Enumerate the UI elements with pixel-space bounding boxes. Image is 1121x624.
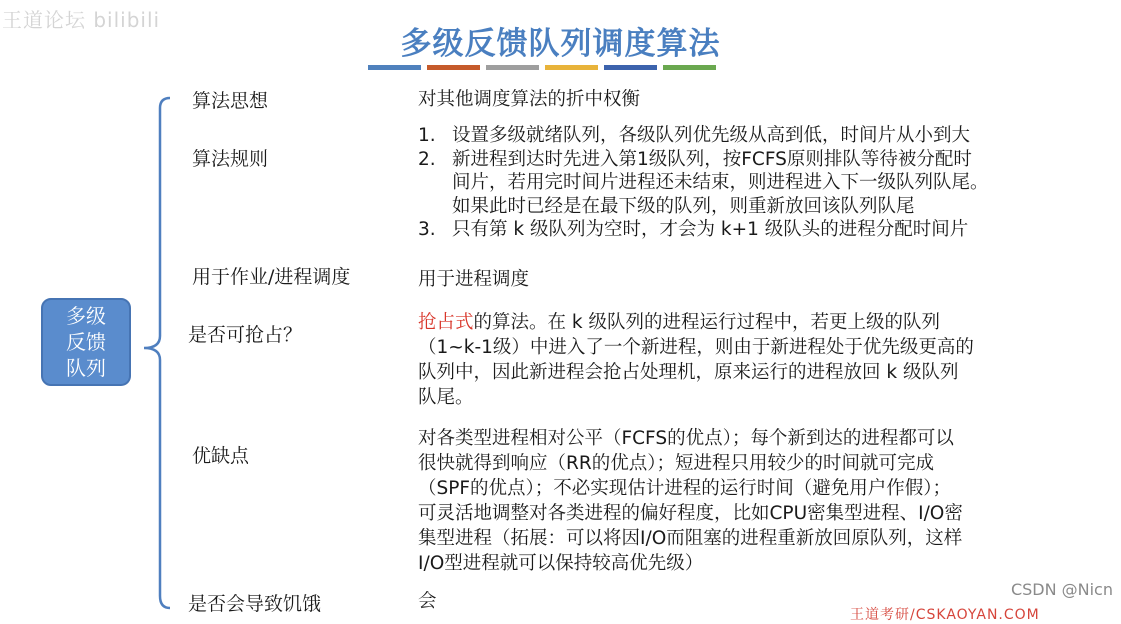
title-color-bar: [368, 65, 421, 70]
title-color-bar: [604, 65, 657, 70]
pros-cons-line: 很快就得到响应（RR的优点）；短进程只用较少的时间就可完成: [418, 453, 934, 474]
title-color-bars: [368, 65, 716, 70]
preempt-line: 队列中，因此新进程会抢占处理机，原来运行的进程放回 k 级队列: [418, 362, 959, 383]
pros-cons-line: （SPF的优点）；不必实现估计进程的运行时间（避免用户作假）；: [418, 478, 952, 499]
branch-label-usage: 用于作业/进程调度: [192, 266, 351, 288]
preempt-line: [418, 310, 974, 335]
rule-number: 1.: [418, 125, 436, 146]
branch-label-rules: 算法规则: [192, 148, 269, 170]
rule-text: 新进程到达时先进入第1级队列，按FCFS原则排队等待被分配时 间片，若用完时间片进程还未结束，则进程进入下一级队列队尾。 如果此时已经是在最下级的队列，则重新放回该队列队尾: [452, 148, 989, 217]
branch-label-idea: 算法思想: [192, 90, 269, 112]
title-color-bar: [545, 65, 598, 70]
rule-item: [418, 148, 1098, 219]
rule-number: 2.: [418, 148, 436, 170]
center-topic-line: 多级: [66, 304, 106, 328]
watermark-bottom: 王道考研/CSKAOYAN.COM: [850, 607, 1040, 623]
pros-cons-line: 对各类型进程相对公平（FCFS的优点）；每个新到达的进程都可以: [418, 428, 954, 449]
center-topic-line: 反馈: [66, 330, 106, 354]
branch-text-preempt: [418, 310, 974, 410]
branch-label-pros-cons: 优缺点: [192, 445, 250, 467]
slide-title: 多级反馈队列调度算法: [400, 26, 721, 62]
preempt-line: 队尾。: [418, 387, 474, 408]
branch-label-preempt: 是否可抢占？: [188, 324, 303, 346]
preempt-line: （1~k-1级）中进入了一个新进程，则由于新进程处于优先级更高的: [418, 337, 974, 358]
rule-number: 3.: [418, 219, 436, 240]
title-color-bar: [486, 65, 539, 70]
branch-text-starvation: 会: [418, 591, 437, 612]
pros-cons-line: 集型进程（拓展：可以将因I/O而阻塞的进程重新放回原队列，这样: [418, 528, 963, 549]
rule-item: [418, 124, 1098, 148]
rule-text: 设置多级就绪队列，各级队列优先级从高到低，时间片从小到大: [452, 125, 971, 146]
pros-cons-line: 可灵活地调整对各类进程的偏好程度，比如CPU密集型进程、I/O密: [418, 503, 963, 524]
branch-label-starvation: 是否会导致饥饿: [188, 593, 322, 615]
title-color-bar: [427, 65, 480, 70]
center-topic-line: 队列: [66, 356, 106, 380]
branch-text-pros-cons: [418, 426, 963, 576]
rule-item: [418, 218, 1098, 242]
watermark-top-left: 王道论坛 bilibili: [2, 8, 161, 32]
pros-cons-line: I/O型进程就可以保持较高优先级）: [418, 553, 704, 574]
branch-text-idea: 对其他调度算法的折中权衡: [418, 89, 641, 110]
rules-list: [418, 124, 1098, 242]
watermark-csdn: CSDN @Nicn: [1010, 580, 1113, 599]
rule-text: 只有第 k 级队列为空时，才会为 k+1 级队头的进程分配时间片: [452, 219, 969, 240]
preempt-line-rest: 的算法。在 k 级队列的进程运行过程中，若更上级的队列: [473, 312, 940, 333]
mindmap-bracket: [140, 96, 174, 612]
title-color-bar: [663, 65, 716, 70]
preempt-highlight: 抢占式: [418, 312, 474, 333]
branch-text-usage: 用于进程调度: [418, 269, 530, 290]
center-topic-box: [41, 298, 131, 386]
